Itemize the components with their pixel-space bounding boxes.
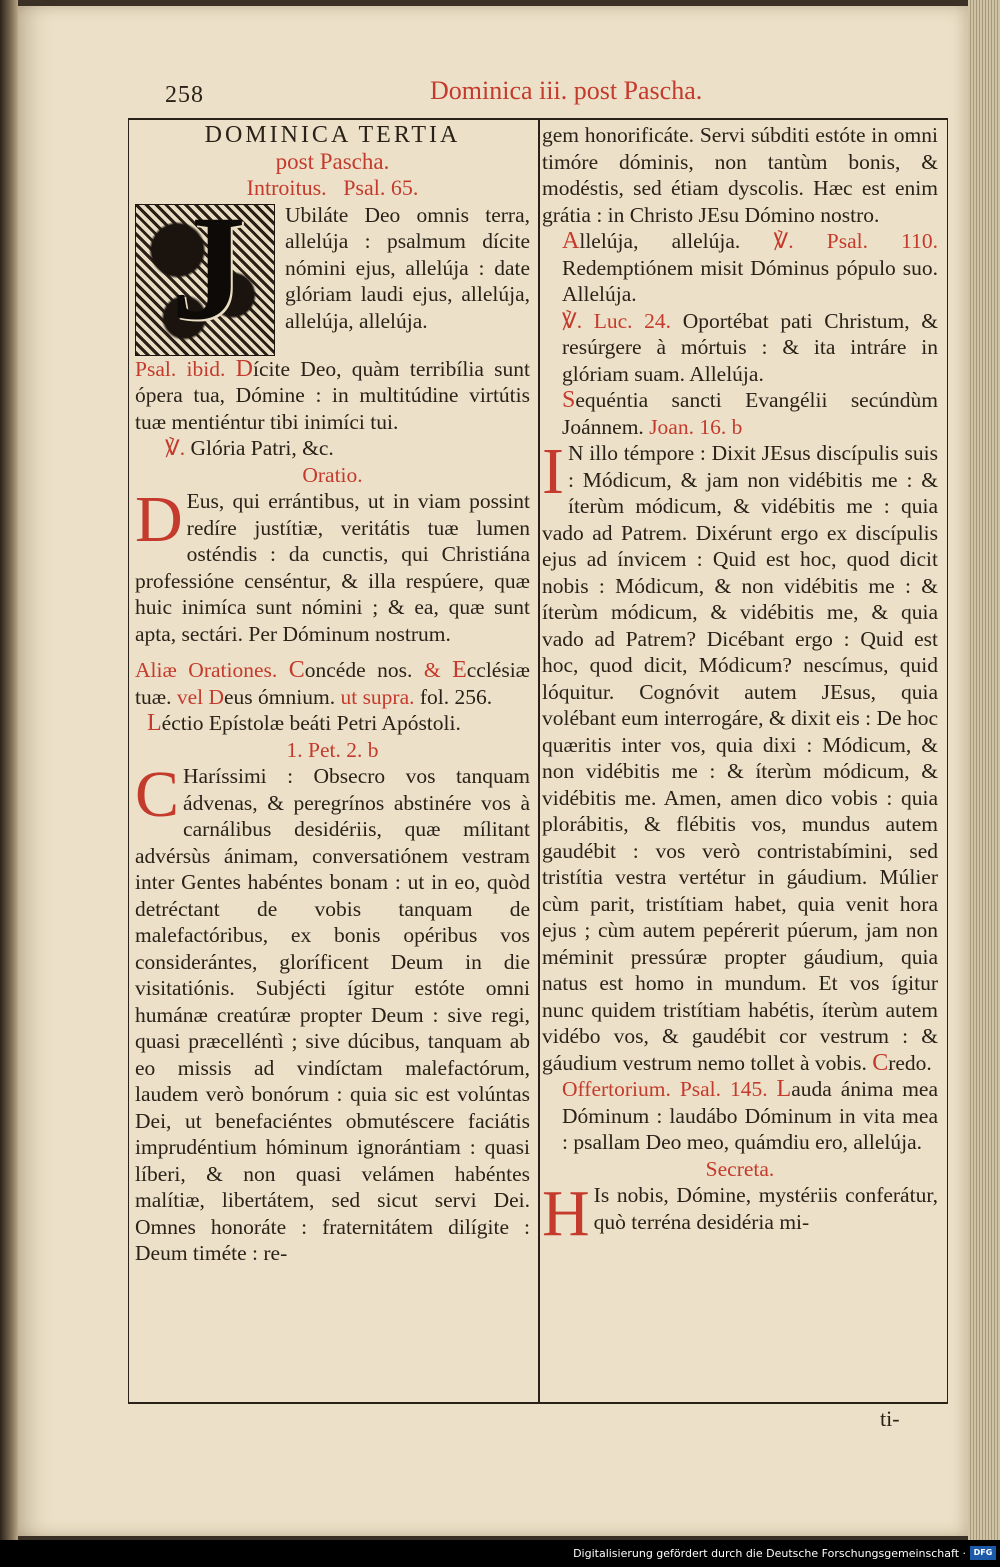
psalm-ref: Psal. ibid. [135, 356, 226, 381]
offertory-paragraph [542, 1076, 938, 1156]
footer-text: Digitalisierung gefördert durch die Deutsche Forschungsgemeinschaft · [573, 1547, 966, 1560]
ornamental-initial [135, 184, 275, 356]
page-number: 258 [165, 82, 204, 108]
book-spine [0, 0, 18, 1567]
aliae-initial-1: C [288, 657, 305, 683]
verse-paragraph [542, 308, 938, 388]
lectio-text: éctio Epístolæ beáti Petri Apóstoli. [161, 711, 461, 735]
gospel-text: N illo témpore : Dixit JEsus discípulis suis : Módicum, & jam non vidébitis me : & íterùm módicum, & vidébitis me : quia vado ad Patrem. Dixérunt ergo ex discípulis ejus ad ínvicem : Quid est hoc, quod dicit nobis : Módicum, & non vidébitis me : & íterùm módicum, & vidébitis me, & quia vado ad Patrem? Dicébant ergo : Quid est hoc, quod dicit, Módicum? nescímus, quid lóquitur. Cognóvit autem JEsus, quia volébant eum interrogáre, & dixit eis : De hoc quæritis inter vos, quia dixi : Módicum, & non vidébitis me : & íterùm módicum, & vidébitis me. Amen, amen dico vobis : quia plorábitis, & flébitis vos, mundus autem gaudébit : vos verò contristabímini, sed tristítia vestra vertétur in gáudium. Múlier cùm parit, tristítiam habet, quia venit hora ejus ; cùm autem pepérerit púerum, jam non méminit pressúræ propter gáudium, quia natus est homo in mundum. Et vos ígitur nunc quidem tristítiam habétis, íterùm autem vidébo vos, & gaudébit cor vestrum : & gáudium vestrum nemo tollet à vobis. [542, 441, 938, 1075]
aliae-label: Aliæ Orationes. [135, 658, 278, 682]
epistle-continuation: gem honorificáte. Servi súbditi estóte in omni timóre dóminis, non tantùm bonis, & modéstis, sed étiam dyscolis. Hæc est enim grátia : in Christo JEsu Dómino nostro. [542, 123, 938, 227]
oratio-text: Eus, qui errántibus, ut in viam possint redíre justítiæ, veritátis tuæ lumen osténdis : da cunctis, qui Christiána professióne censéntur, & illa respúere, quæ huic inimíca sunt nómini ; & ea, quæ sunt apta, sectári. Per Dóminum nostrum. [135, 489, 530, 646]
offertory-ref: Psal. 145. [679, 1077, 768, 1101]
verse-text: Oportébat pati Christum, & resúrgere à mórtuis : & ita intráre in glóriam suam. Allelúja. [562, 308, 939, 386]
introit-ref: Psal. 65. [343, 175, 419, 200]
aliae-text-2: cclésiæ tuæ. [135, 658, 531, 709]
section-title: DOMINICA TERTIA [204, 122, 461, 148]
alleluia-paragraph [542, 228, 938, 308]
oratio-heading: Oratio. [302, 462, 363, 487]
catchword: ti- [880, 1406, 900, 1431]
page-edges [968, 0, 1000, 1567]
epistle-paragraph [135, 758, 530, 1267]
oratio-initial: D [135, 483, 183, 556]
secreta-paragraph [542, 1177, 938, 1250]
aliae-paragraph [135, 657, 530, 710]
alleluia-ref: ℣. Psal. 110. [773, 229, 938, 253]
aliae-ampersand: & [423, 658, 441, 682]
offertory-label: Offertorium. [562, 1077, 671, 1101]
dfg-logo: DFG [970, 1546, 996, 1560]
versicle-mark: ℣. [165, 436, 186, 460]
sequence-text: equéntia sancti Evangélii secúndùm Joánnem. [562, 388, 938, 439]
epistle-initial: C [135, 758, 180, 831]
aliae-text-3: eus ómnium. [224, 684, 336, 709]
aliae-text-1: oncéde nos. [304, 658, 413, 682]
psalm-paragraph [135, 356, 530, 436]
psalm-initial: D [235, 355, 253, 382]
oratio-paragraph [135, 483, 530, 647]
epistle-ref: 1. Pet. 2. b [286, 737, 379, 762]
left-column [135, 122, 530, 1267]
secreta-text: Is nobis, Dómine, mystériis conferátur, quò terréna desidéria mi- [593, 1183, 938, 1234]
section-subtitle: post Pascha. [275, 148, 390, 174]
gospel-ref: Joan. 16. b [649, 414, 743, 439]
vel-label: vel D [176, 684, 224, 709]
credo-initial: C [872, 1049, 889, 1076]
offertory-text: auda ánima mea Dóminum : laudábo Dóminum in vita mea : psallam Deo meo, quámdiu ero, allelúja. [562, 1077, 938, 1154]
folio-ref: fol. 256. [419, 684, 493, 709]
gospel-paragraph [542, 435, 938, 1076]
introit-label: Introitus. [246, 175, 327, 200]
psalm-text: ícite Deo, quàm terribília sunt ópera tua, Dómine : in multitúdine virtútis tuæ mentiéntur tibi inimíci tui. [135, 356, 530, 434]
footer-bar [0, 1540, 1000, 1567]
column-divider [538, 118, 540, 1402]
gloria-line [135, 435, 530, 462]
alleluia-cont: Redemptiónem misit Dóminus pópulo suo. Allelúja. [562, 255, 938, 306]
gospel-initial: I [542, 435, 564, 508]
offertory-initial: L [776, 1076, 792, 1102]
verse-ref: ℣. Luc. 24. [562, 308, 672, 333]
right-column [542, 122, 939, 1250]
sequence-paragraph [542, 387, 938, 440]
gloria-text: Glória Patri, &c. [190, 436, 334, 460]
aliae-initial-2: E [452, 657, 467, 683]
ut-supra: ut supra. [340, 684, 415, 709]
secreta-initial: H [542, 1177, 590, 1250]
alleluia-initial: A [562, 228, 580, 254]
secreta-heading: Secreta. [705, 1156, 775, 1181]
running-title: Dominica iii. post Pascha. [430, 76, 703, 105]
ornamental-initial-letter: J [171, 184, 246, 351]
epistle-text: Haríssimi : Obsecro vos tanquam ádvenas, & peregrínos abstinére vos à carnálibus desidériis, quæ mílitant advérsùs ánimam, conversatiónem vestram inter Gentes habéntes bonam : ut in eo, quòd detréctant de vobis tanquam de malefactóribus, ex bonis opéribus vos considerántes, gloríficent Deum in die visitatiónis. Subjécti ígitur estóte omni humánæ creatúræ propter Deum : sive regi, quasi præcelléntì ; sive dúcibus, tanquam ab eo missis ad vindíctam malefactórum, laudem verò bonórum : quia sic est volúntas Dei, ut benefaciéntes obmutéscere faciátis imprudéntium hóminum ignorántiam : quasi líberi, & non quasi velámen habéntes malítiæ, libertátem, sed sicut servi Dei. Omnes honoráte : fraternitátem dilígite : Deum timéte : re- [135, 764, 530, 1265]
credo-text: redo. [888, 1050, 932, 1075]
sequence-initial: S [562, 387, 576, 413]
alleluia-text: llelúja, allelúja. [579, 229, 741, 253]
introit-text: Ubiláte Deo omnis terra, allelúja : psalmum dícite nómini ejus, allelúja : date glóriam laudi ejus, allelúja, allelúja, allelúja. [285, 202, 530, 333]
lectio-initial: L [147, 710, 162, 736]
lectio-line [135, 710, 530, 737]
